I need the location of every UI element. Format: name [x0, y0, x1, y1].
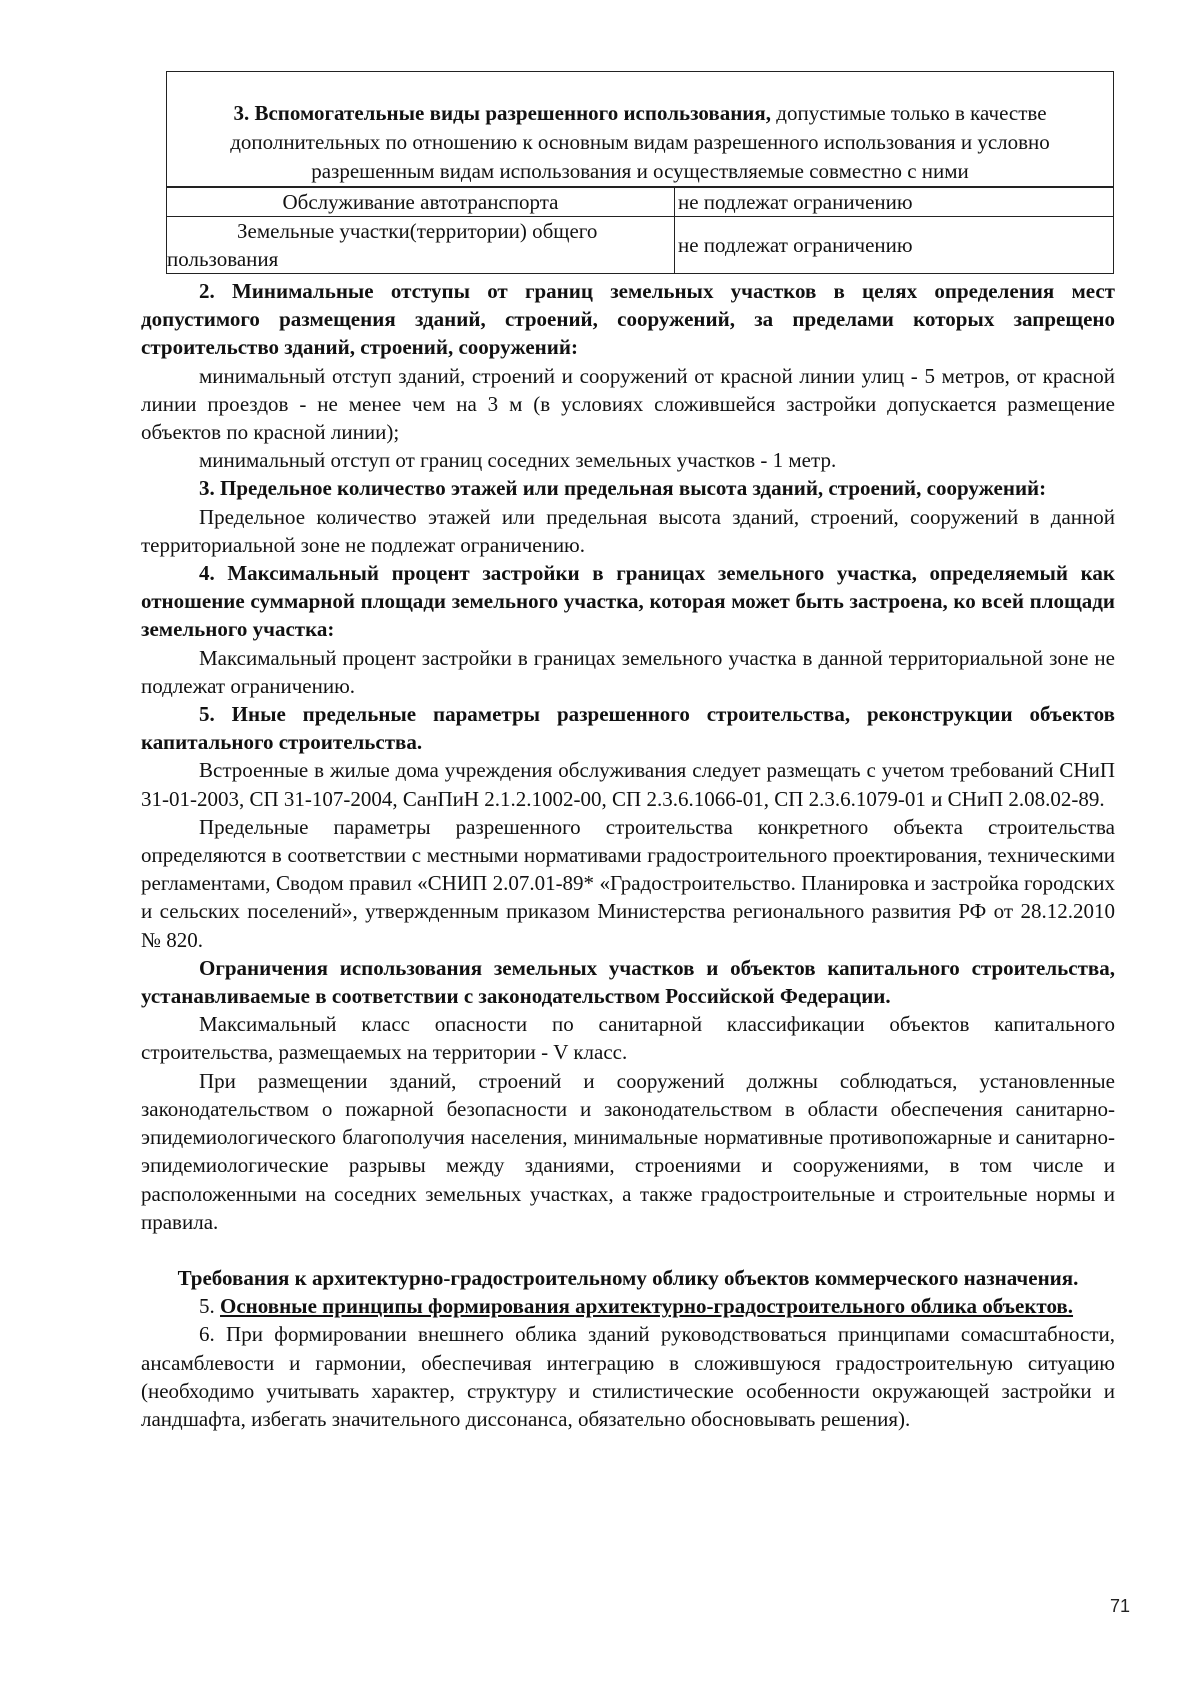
- principles-paragraph: 6. При формировании внешнего облика зданий руководствоваться принципами сомасштабности, ансамблевости и гармонии, обеспечивая интеграцию в сложившуюся градостроительную ситуацию (необходимо учитывать характер, структуру и стилистические особенности окружающей застройки и ландшафта, избегать значительного диссонанса, обязательно обосновывать решения).: [141, 1322, 1115, 1431]
- permitted-use-table: [166, 71, 1114, 274]
- table-cell-use: [167, 217, 675, 273]
- table-cell-use: Обслуживание автотранспорта: [167, 188, 675, 216]
- section-5-paragraph: Встроенные в жилые дома учреждения обслуживания следует размещать с учетом требований СНиП 31-01-2003, СП 31-107-2004, СанПиН 2.1.2.1002-00, СП 2.3.6.1066-01, СП 2.3.6.1079-01 и СНиП 2.08.02-89.: [141, 758, 1115, 811]
- table-header: [167, 72, 1113, 187]
- section-2-paragraph: минимальный отступ зданий, строений и сооружений от красной линии улиц - 5 метров, от красной линии проездов - не менее чем на 3 м (в условиях сложившейся застройки допускается размещение объектов по красной линии);: [141, 363, 1115, 445]
- table-row: [167, 187, 1113, 216]
- table-cell-value-text: не подлежат ограничению: [678, 232, 913, 257]
- table-header-bold: 3. Вспомогательные виды разрешенного использования,: [233, 101, 772, 125]
- principles-title: Основные принципы формирования архитектурно-градостроительного облика объектов.: [220, 1294, 1074, 1319]
- requirements-heading: Требования к архитектурно-градостроительному облику объектов коммерческого назначения.: [177, 1265, 1079, 1290]
- section-3-paragraph: Предельное количество этажей или предельная высота зданий, строений, сооружений в данной территориальной зоне не подлежат ограничению.: [141, 504, 1115, 557]
- spacer: [141, 1236, 1115, 1264]
- section-2-paragraph: минимальный отступ от границ соседних земельных участков - 1 метр.: [199, 448, 837, 473]
- table-cell-use-line1: Земельные участки(территории) общего: [237, 219, 598, 243]
- section-2-heading: 2. Минимальные отступы от границ земельных участков в целях определения мест допустимого размещения зданий, строений, сооружений, за пределами которых запрещено строительство зданий, строений, сооружений:: [141, 279, 1115, 360]
- table-row: [167, 216, 1113, 273]
- principles-number: 5.: [199, 1294, 220, 1319]
- restrictions-heading: Ограничения использования земельных участков и объектов капитального строительства, устанавливаемые в соответствии с законодательством Российской Федерации.: [141, 955, 1115, 1009]
- restrictions-paragraph: При размещении зданий, строений и сооружений должны соблюдаться, установленные законодательством о пожарной безопасности и законодательством в области обеспечения санитарно-эпидемиологического благополучия населения, минимальные нормативные противопожарные и санитарно-эпидемиологические разрывы между зданиями, строениями и сооружениями, в том числе и расположенными на соседних земельных участках, а также градостроительные и строительные нормы и правила.: [141, 1068, 1115, 1234]
- table-cell-value: [675, 217, 1113, 273]
- table-header-text: допустимые только в качестве дополнительных по отношению к основным видам разрешенного использования и условно разрешенным видам использования и осуществляемые совместно с ними: [230, 101, 1050, 183]
- page-number: 71: [1110, 1596, 1131, 1616]
- table-cell-value: не подлежат ограничению: [678, 190, 913, 214]
- section-4-paragraph: Максимальный процент застройки в границах земельного участка в данной территориальной зоне не подлежат ограничению.: [141, 645, 1115, 698]
- restrictions-paragraph: Максимальный класс опасности по санитарной классификации объектов капитального строительства, размещаемых на территории - V класс.: [141, 1012, 1115, 1065]
- section-5-paragraph: Предельные параметры разрешенного строительства конкретного объекта строительства определяются в соответствии с местными нормативами градостроительного проектирования, техническими регламентами, Сводом правил «СНИП 2.07.01-89* «Градостроительство. Планировка и застройка городских и сельских поселений», утвержденным приказом Министерства регионального развития РФ от 28.12.2010 № 820.: [141, 814, 1115, 952]
- principles-heading: [141, 1292, 1115, 1320]
- section-3-heading: 3. Предельное количество этажей или предельная высота зданий, строений, сооружений:: [199, 476, 1047, 501]
- document-body: [141, 277, 1115, 1433]
- section-5-heading: 5. Иные предельные параметры разрешенного строительства, реконструкции объектов капитального строительства.: [141, 702, 1115, 755]
- table-cell-use-line2: пользования: [167, 247, 279, 271]
- section-4-heading: 4. Максимальный процент застройки в границах земельного участка, определяемый как отношение суммарной площади земельного участка, которая может быть застроена, ко всей площади земельного участка:: [141, 561, 1115, 642]
